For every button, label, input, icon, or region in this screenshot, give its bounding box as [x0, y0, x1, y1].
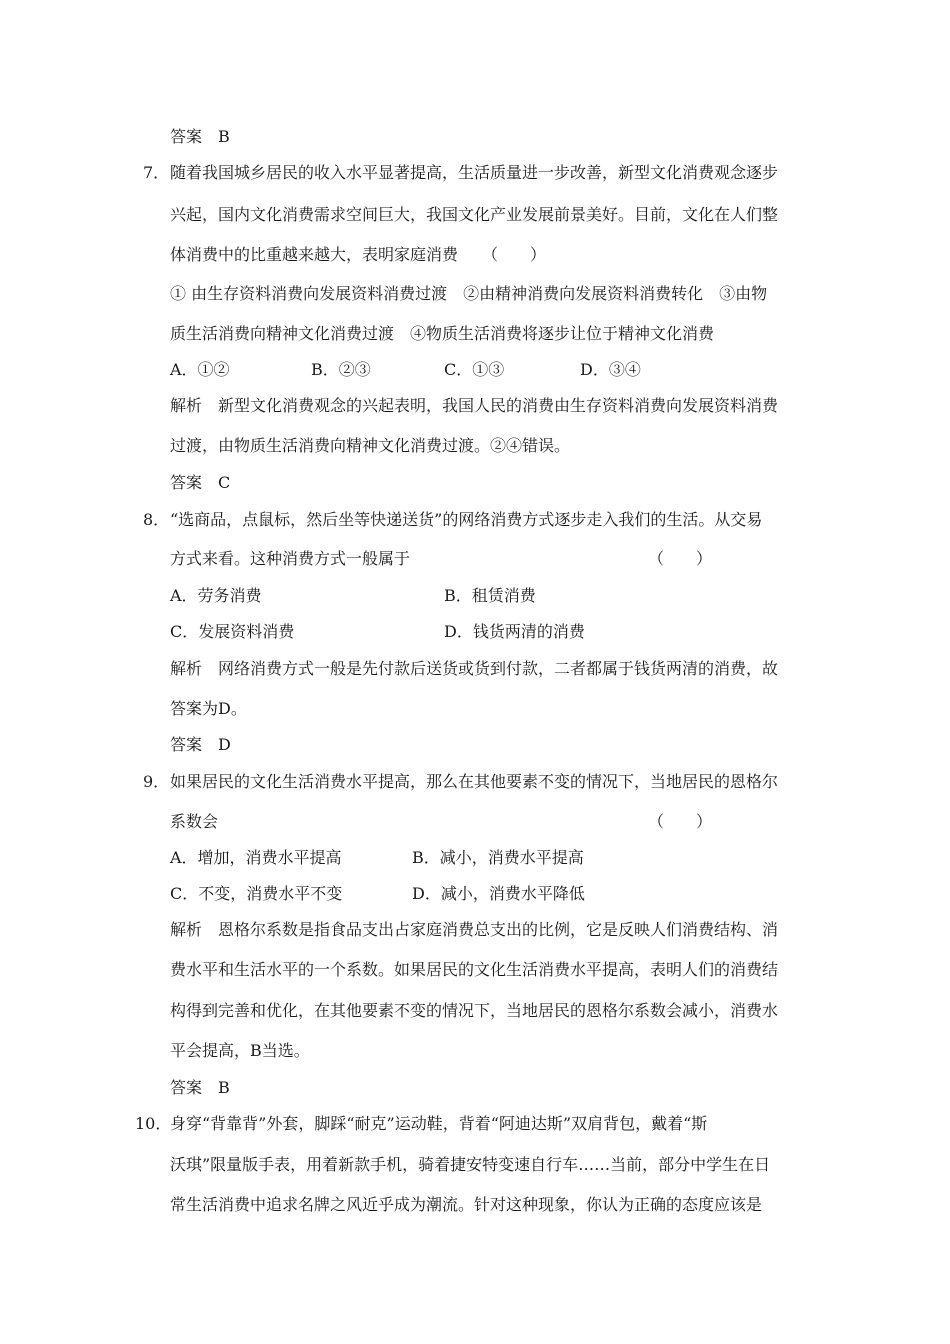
q7-option-c: C．①③ — [444, 360, 505, 379]
q8-stem-line-1: “选商品，点鼠标，然后坐等快递送货”的网络消费方式逐步走入我们的生活。从交易 — [170, 510, 763, 529]
q7-option-b: B．②③ — [311, 360, 371, 379]
q7-option-d: D．③④ — [580, 360, 641, 379]
q9-analysis-line-3: 构得到完善和优化，在其他要素不变的情况下，当地居民的恩格尔系数会减小，消费水 — [170, 1001, 779, 1020]
q7-stem-line-1: 随着我国城乡居民的收入水平显著提高，生活质量进一步改善，新型文化消费观念逐步 — [170, 163, 779, 182]
q7-answer: 答案 C — [170, 473, 231, 492]
q10-stem-line-2: 沃琪”限量版手表，用着新款手机，骑着捷安特变速自行车……当前，部分中学生在日 — [170, 1155, 771, 1174]
q7-analysis-line-1: 解析 新型文化消费观念的兴起表明，我国人民的消费由生存资料消费向发展资料消费 — [170, 396, 779, 415]
q7-statement-line-1: ① 由生存资料消费向发展资料消费过渡 ②由精神消费向发展资料消费转化 ③由物 — [170, 284, 768, 303]
q9-option-a: A．增加，消费水平提高 — [170, 848, 342, 867]
q10-number: 10． — [135, 1114, 172, 1133]
q8-answer-paren: （ ） — [648, 549, 713, 568]
q8-analysis-line-1: 解析 网络消费方式一般是先付款后送货或货到付款，二者都属于钱货两清的消费，故 — [170, 659, 779, 678]
prev-answer: 答案 B — [170, 127, 230, 146]
q7-number: 7． — [143, 163, 170, 182]
q8-analysis-line-2: 答案为D。 — [170, 699, 247, 718]
q9-analysis-line-1: 解析 恩格尔系数是指食品支出占家庭消费总支出的比例，它是反映人们消费结构、消 — [170, 920, 779, 939]
q9-option-b: B．减小，消费水平提高 — [412, 848, 584, 867]
q8-answer: 答案 D — [170, 735, 231, 754]
q8-number: 8． — [143, 510, 170, 529]
q7-statement-line-2: 质生活消费向精神文化消费过渡 ④物质生活消费将逐步让位于精神文化消费 — [170, 324, 715, 343]
q10-stem-line-1: 身穿“背靠背”外套，脚踩“耐克”运动鞋，背着“阿迪达斯”双肩背包，戴着“斯 — [170, 1114, 708, 1133]
q9-analysis-line-2: 费水平和生活水平的一个系数。如果居民的文化生活消费水平提高，表明人们的消费结 — [170, 960, 779, 979]
q9-number: 9． — [143, 772, 170, 791]
q7-option-a: A．①② — [170, 360, 230, 379]
q9-stem-line-1: 如果居民的文化生活消费水平提高，那么在其他要素不变的情况下，当地居民的恩格尔 — [170, 772, 779, 791]
q9-analysis-line-4: 平会提高，B当选。 — [170, 1041, 310, 1060]
q9-option-d: D．减小，消费水平降低 — [412, 884, 585, 903]
q9-stem-line-2: 系数会 — [170, 812, 219, 831]
q8-option-d: D．钱货两清的消费 — [444, 622, 585, 641]
q10-stem-line-3: 常生活消费中追求名牌之风近乎成为潮流。针对这种现象，你认为正确的态度应该是 — [170, 1195, 763, 1214]
q8-option-a: A．劳务消费 — [170, 586, 262, 605]
q9-answer-paren: （ ） — [648, 812, 713, 831]
q9-option-c: C．不变，消费水平不变 — [170, 884, 343, 903]
q9-answer: 答案 B — [170, 1078, 230, 1097]
q8-option-b: B．租赁消费 — [444, 586, 536, 605]
q7-analysis-line-2: 过渡，由物质生活消费向精神文化消费过渡。②④错误。 — [170, 436, 571, 455]
q7-stem-line-2: 兴起，国内文化消费需求空间巨大，我国文化产业发展前景美好。目前，文化在人们整 — [170, 205, 779, 224]
q7-stem-line-3: 体消费中的比重越来越大，表明家庭消费 （ ） — [170, 245, 547, 264]
q8-option-c: C．发展资料消费 — [170, 622, 295, 641]
q8-stem-line-2: 方式来看。这种消费方式一般属于 — [170, 549, 411, 568]
